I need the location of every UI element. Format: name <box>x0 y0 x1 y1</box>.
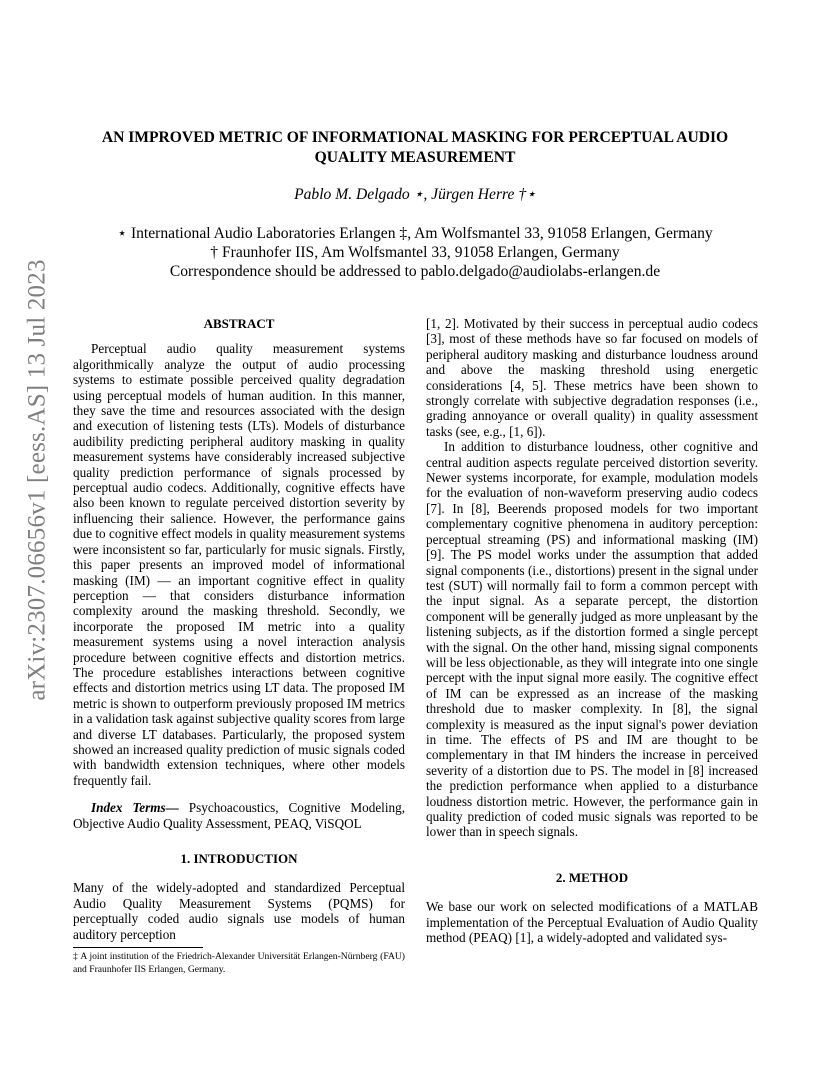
method-text: We base our work on selected modifications of a MATLAB implementation of the Perceptual Evaluation of Audio Quality method (PEAQ) [1], a widely-adopted and validated sys- <box>426 899 758 946</box>
footnote: ‡ A joint institution of the Friedrich-Alexander Universität Erlangen-Nürnberg (FAU) and Fraunhofer IIS Erlangen, Germany. <box>73 951 405 975</box>
method-heading: 2. METHOD <box>555 869 629 885</box>
index-terms <box>73 800 405 831</box>
right-column <box>426 316 758 945</box>
introduction-heading: 1. INTRODUCTION <box>180 851 298 866</box>
arxiv-stamp <box>18 259 58 701</box>
left-column <box>73 316 405 942</box>
correspondence: Correspondence should be addressed to pablo.delgado@audiolabs-erlangen.de <box>169 263 661 280</box>
title-line-1: AN IMPROVED METRIC OF INFORMATIONAL MASKING FOR PERCEPTUAL AUDIO <box>101 129 729 146</box>
intro-second-paragraph: In addition to disturbance loudness, other cognitive and central audition aspects regulate perceived distortion severity. Newer systems incorporate, for example, modulation models for the evaluation of non-waveform preserving audio codecs [7]. In [8], Beerends proposed models for two important complementary cognitive phenomena in auditory perception: perceptual streaming (PS) and informational masking (IM) [9]. The PS model works under the assumption that added signal components (i.e., distortions) present in the signal under test (SUT) will normally fail to form a common percept with the input signal. As a separate percept, the distortion component will be generally judged as more unpleasant by the listening subjects, as if the distortion formed a single percept with the signal. On the other hand, missing signal components will be less objectionable, as they will integrate into one single percept with the input signal more easily. The cognitive effect of IM can be expressed as an increase of the masking threshold due to masker complexity. In [8], the signal complexity is measured as the input signal's power deviation in time. The effects of PS and IM are thought to be complementary in that IM hinders the increase in perceived severity of a distortion due to PS. The model in [8] increased the prediction performance when applied to a disturbance loudness distortion metric. However, the performance gain in quality prediction of coded music signals was reported to be lower than in speech signals. <box>426 439 758 840</box>
intro-continued-paragraph: [1, 2]. Motivated by their success in perceptual audio codecs [3], most of these methods have so far focused on models of peripheral auditory masking and disturbance loudness around and above the masking threshold using energetic considerations [4, 5]. These metrics have been shown to strongly correlate with subjective degradation responses (i.e., grading annoyance or overall quality) in quality assessment tasks (see, e.g., [1, 6]). <box>426 316 758 439</box>
index-terms-label: Index Terms— <box>91 800 179 816</box>
affiliation-1: ⋆ International Audio Laboratories Erlangen ‡, Am Wolfsmantel 33, 91058 Erlangen, Germany <box>117 225 713 242</box>
affiliation-2: † Fraunhofer IIS, Am Wolfsmantel 33, 91058 Erlangen, Germany <box>210 244 620 261</box>
arxiv-stamp-text: arXiv:2307.06656v1 [eess.AS] 13 Jul 2023 <box>24 259 51 701</box>
abstract-text: Perceptual audio quality measurement systems algorithmically analyze the output of audio processing systems to estimate possible perceived quality degradation using perceptual models of human audition. In this manner, they save the time and resources associated with the design and execution of listening tests (LTs). Models of disturbance audibility predicting peripheral auditory masking in quality measurement systems have considerably increased subjective quality prediction performance of signals processed by perceptual audio codecs. Additionally, cognitive effects have also been known to regulate perceived distortion severity by influencing their salience. However, the performance gains due to cognitive effect models in quality measurement systems were inconsistent so far, particularly for music signals. Firstly, this paper presents an improved model of informational masking (IM) — an important cognitive effect in quality perception — that considers disturbance information complexity around the masking threshold. Secondly, we incorporate the proposed IM metric into a quality measurement systems using a novel interaction analysis procedure between cognitive effects and distortion metrics. The procedure establishes interactions between cognitive effects and distortion metrics using LT data. The proposed IM metric is shown to outperform previously proposed IM metrics in a validation task against subjective quality scores from large and diverse LT databases. Particularly, the proposed system showed an increased quality prediction of music signals coded with bandwidth extension techniques, where other models frequently fail. <box>73 341 405 788</box>
abstract-heading: ABSTRACT <box>203 316 275 331</box>
affiliations <box>70 224 760 281</box>
index-terms-text: Psychoacoustics, Cognitive Modeling, Objective Audio Quality Assessment, PEAQ, ViSQOL <box>73 800 405 831</box>
paper-title <box>70 128 760 168</box>
authors: Pablo M. Delgado ⋆, Jürgen Herre †⋆ <box>294 186 536 203</box>
title-line-2: QUALITY MEASUREMENT <box>314 149 516 166</box>
introduction-text: Many of the widely-adopted and standardized Perceptual Audio Quality Measurement Systems (PQMS) for perceptually coded audio signals use models of human auditory perception <box>73 880 405 942</box>
